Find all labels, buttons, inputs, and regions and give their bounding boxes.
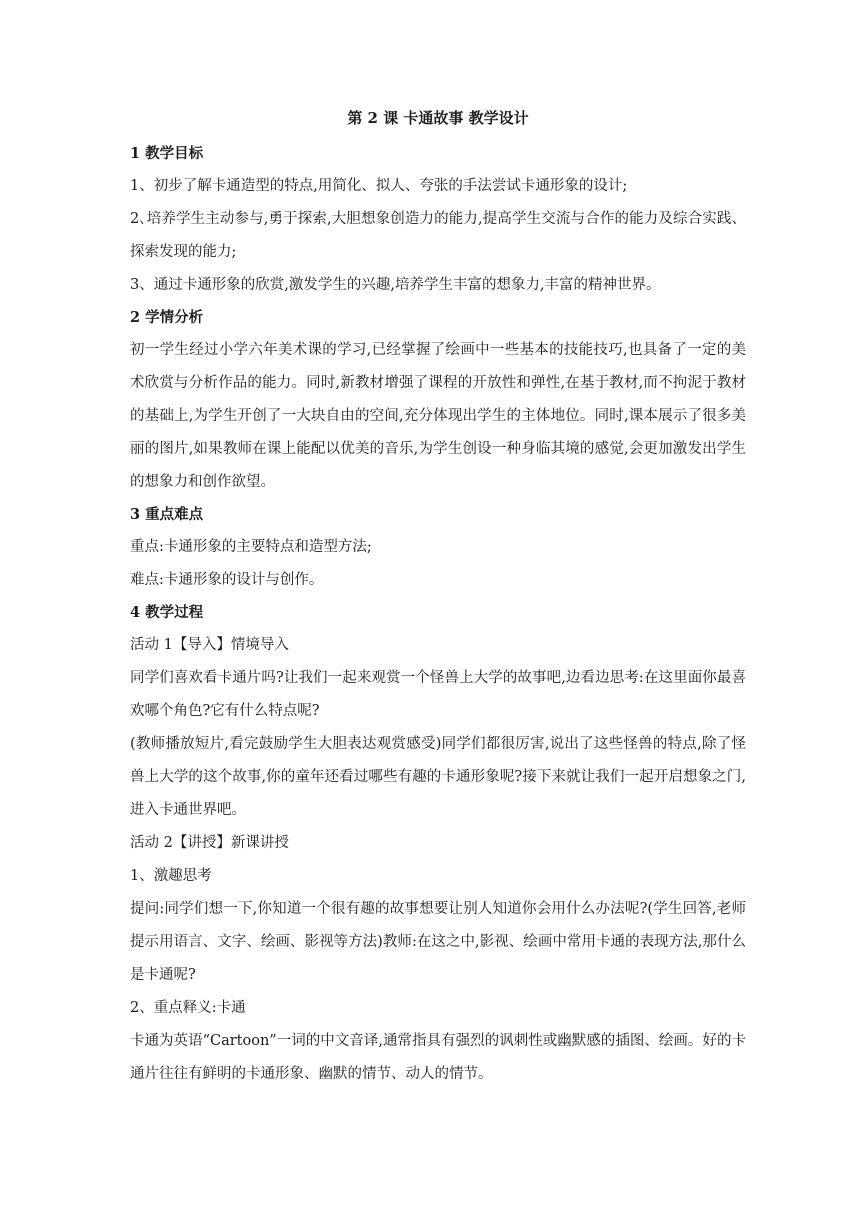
paragraph: 提问:同学们想一下,你知道一个很有趣的故事想要让别人知道你会用什么办法呢?(学生回答,老师提示用语言、文字、绘画、影视等方法)教师:在这之中,影视、绘画中常用卡通的表现方法,那什么是卡通呢? <box>130 901 746 983</box>
paragraph: 2､培养学生主动参与,勇于探索,大胆想象创造力的能力,提高学生交流与合作的能力及综合实践、探索发现的能力; <box>130 211 746 260</box>
paragraph: 3、通过卡通形象的欣赏,激发学生的兴趣,培养学生丰富的想象力,丰富的精神世界。 <box>130 277 661 293</box>
paragraph: 1、激趣思考 <box>130 868 212 884</box>
activity-label: 活动 2【讲授】新课讲授 <box>130 835 289 851</box>
paragraph: 卡通为英语“Cartoon”一词的中文音译,通常指具有强烈的讽刺性或幽默感的插图、绘画。好的卡通片往往有鲜明的卡通形象、幽默的情节、动人的情节。 <box>130 1033 746 1082</box>
paragraph: 重点:卡通形象的主要特点和造型方法; <box>130 539 372 555</box>
paragraph: 同学们喜欢看卡通片吗?让我们一起来观赏一个怪兽上大学的故事吧,边看边思考:在这里面你最喜欢哪个角色?它有什么特点呢? <box>130 670 746 719</box>
paragraph: 难点:卡通形象的设计与创作。 <box>130 572 324 588</box>
paragraph: (教师播放短片,看完鼓励学生大胆表达观赏感受)同学们都很厉害,说出了这些怪兽的特点,除了怪兽上大学的这个故事,你的童年还看过哪些有趣的卡通形象呢?接下来就让我们一起开启想象之门,进入卡通世界吧。 <box>130 736 746 818</box>
activity-label: 活动 1【导入】情境导入 <box>130 637 289 653</box>
section-heading-teaching-process: 4 教学过程 <box>130 604 204 621</box>
paragraph: 1、初步了解卡通造型的特点,用简化、拟人、夸张的手法尝试卡通形象的设计; <box>130 178 628 194</box>
document-title: 第 2 课 卡通故事 教学设计 <box>347 109 529 127</box>
document-page <box>130 104 746 1091</box>
section-heading-student-analysis: 2 学情分析 <box>130 309 204 326</box>
paragraph: 2、重点释义:卡通 <box>130 1000 246 1016</box>
paragraph: 初一学生经过小学六年美术课的学习,已经掌握了绘画中一些基本的技能技巧,也具备了一定的美术欣赏与分析作品的能力。同时,新教材增强了课程的开放性和弹性,在基于教材,而不拘泥于教材的基础上,为学生开创了一大块自由的空间,充分体现出学生的主体地位。同时,课本展示了很多美丽的图片,如果教师在课上能配以优美的音乐,为学生创设一种身临其境的感觉,会更加激发出学生的想象力和创作欲望。 <box>130 342 746 490</box>
section-heading-key-points: 3 重点难点 <box>130 506 204 523</box>
section-heading-objectives: 1 教学目标 <box>130 145 204 162</box>
